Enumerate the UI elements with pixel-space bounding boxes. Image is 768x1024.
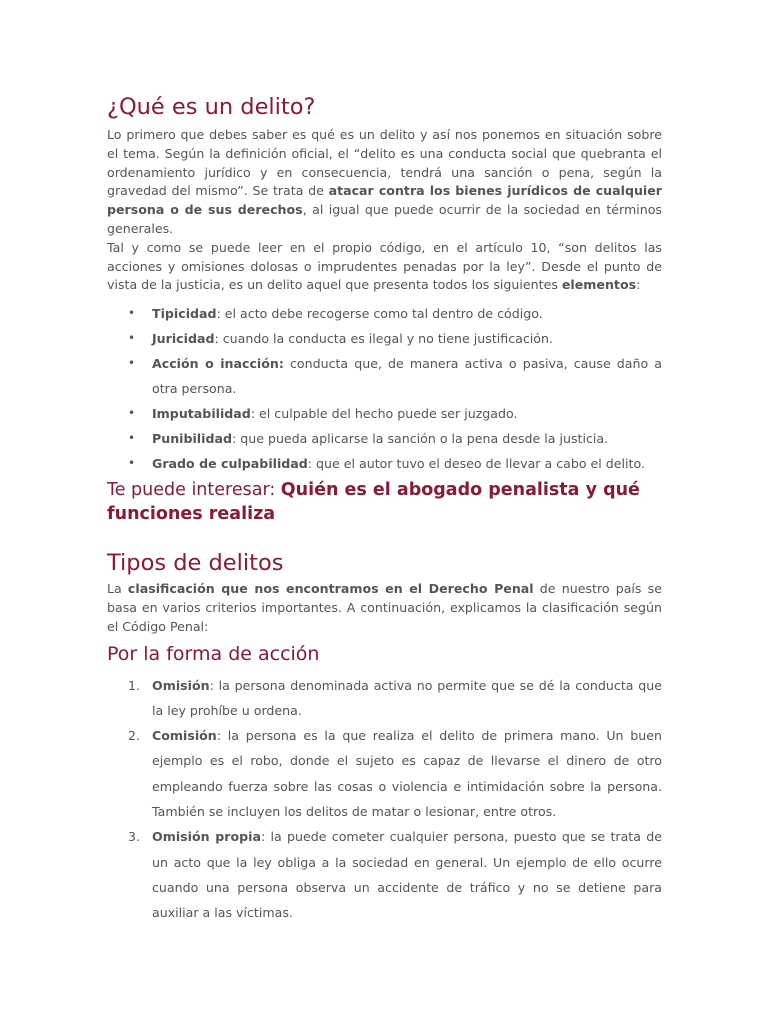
list-item-term: Comisión bbox=[152, 728, 217, 744]
list-item-text: : que pueda aplicarse la sanción o la pena desde la justicia. bbox=[231, 431, 609, 447]
list-item-term: Imputabilidad bbox=[152, 406, 251, 422]
list-item-text: : que el autor tuvo el deseo de llevar a cabo el delito. bbox=[307, 456, 645, 472]
list-item-term: Punibilidad bbox=[152, 431, 232, 447]
intro-bold-1: atacar contra los bienes jurídicos de cualquier persona o de sus derechos bbox=[107, 183, 662, 218]
list-item bbox=[107, 673, 662, 724]
list-item-text: conducta que, de manera activa o pasiva, cause daño a otra persona. bbox=[152, 356, 662, 397]
list-item-term: Tipicidad bbox=[152, 306, 217, 322]
code-paragraph bbox=[107, 239, 662, 295]
page-title: ¿Qué es un delito? bbox=[107, 94, 316, 120]
list-item-text: : el culpable del hecho puede ser juzgado. bbox=[250, 406, 518, 422]
class-bold-1: clasificación que nos encontramos en el Derecho Penal bbox=[127, 581, 534, 597]
class-text-2: de nuestro país se basa en varios criterios importantes. A continuación, explicamos la clasificación según el Código Penal: bbox=[107, 581, 662, 634]
list-item-term: Juricidad bbox=[152, 331, 215, 347]
list-item-term: Omisión bbox=[152, 677, 210, 693]
section-title-tipos: Tipos de delitos bbox=[107, 550, 284, 577]
list-item-text: : la persona denominada activa no permite que se dé la conducta que la ley prohíbe u ordena. bbox=[152, 677, 662, 718]
list-item-text: : la persona es la que realiza el delito de primera mano. Un buen ejemplo es el robo, donde el sujeto es capaz de llevarse el dinero de otro empleando fuerza sobre las cosas o violencia e intimidación sobre la persona. También se incluyen los delitos de matar o lesionar, entre otros. bbox=[152, 728, 662, 820]
list-item bbox=[107, 401, 662, 426]
intro-paragraph bbox=[107, 126, 662, 239]
class-text-1: La bbox=[107, 581, 128, 597]
related-link[interactable]: Quién es el abogado penalista y qué funciones realiza bbox=[107, 480, 640, 525]
list-item bbox=[107, 723, 662, 824]
related-prefix: Te puede interesar: bbox=[107, 480, 281, 501]
classification-paragraph bbox=[107, 580, 662, 636]
list-item bbox=[107, 326, 662, 351]
list-item bbox=[107, 426, 662, 451]
list-item bbox=[107, 301, 662, 326]
list-item-text: : cuando la conducta es ilegal y no tiene justificación. bbox=[214, 331, 553, 347]
action-types-list bbox=[107, 673, 662, 926]
list-item-text: : la puede cometer cualquier persona, puesto que se trata de un acto que la ley obliga a la sociedad en general. Un ejemplo de ello ocurre cuando una persona observa un accidente de tráfico y no se detiene para auxiliar a las víctimas. bbox=[152, 829, 662, 921]
list-item bbox=[107, 351, 662, 401]
list-number: 3. bbox=[128, 829, 141, 845]
list-item-text: : el acto debe recogerse como tal dentro de código. bbox=[216, 306, 543, 322]
list-number: 2. bbox=[128, 728, 141, 744]
list-item bbox=[107, 451, 662, 476]
intro-text-1: Lo primero que debes saber es qué es un delito y así nos ponemos en situación sobre el tema. Según la definición oficial, el “delito es una conducta social que quebranta el ordenamiento jurídico y en consecuencia, tendrá una sanción o pena, según la gravedad del mismo”. Se trata de bbox=[107, 127, 662, 199]
list-item-term: Omisión propia bbox=[152, 829, 261, 845]
intro-text-2: , al igual que puede ocurrir de la sociedad en términos generales. bbox=[107, 202, 662, 236]
code-bold-1: elementos bbox=[561, 277, 637, 293]
list-item bbox=[107, 824, 662, 925]
article bbox=[107, 92, 662, 926]
elements-list bbox=[107, 301, 662, 476]
list-item-term: Acción o inacción: bbox=[152, 356, 284, 372]
code-text-2: : bbox=[636, 277, 641, 293]
subsection-title: Por la forma de acción bbox=[107, 642, 320, 665]
list-item-term: Grado de culpabilidad bbox=[152, 456, 308, 472]
code-text-1: Tal y como se puede leer en el propio código, en el artículo 10, “son delitos las acciones y omisiones dolosas o imprudentes penadas por la ley”. Desde el punto de vista de la justicia, es un delito aquel que presenta todos los siguientes bbox=[107, 239, 662, 293]
related-article bbox=[107, 478, 662, 526]
list-number: 1. bbox=[128, 677, 141, 693]
